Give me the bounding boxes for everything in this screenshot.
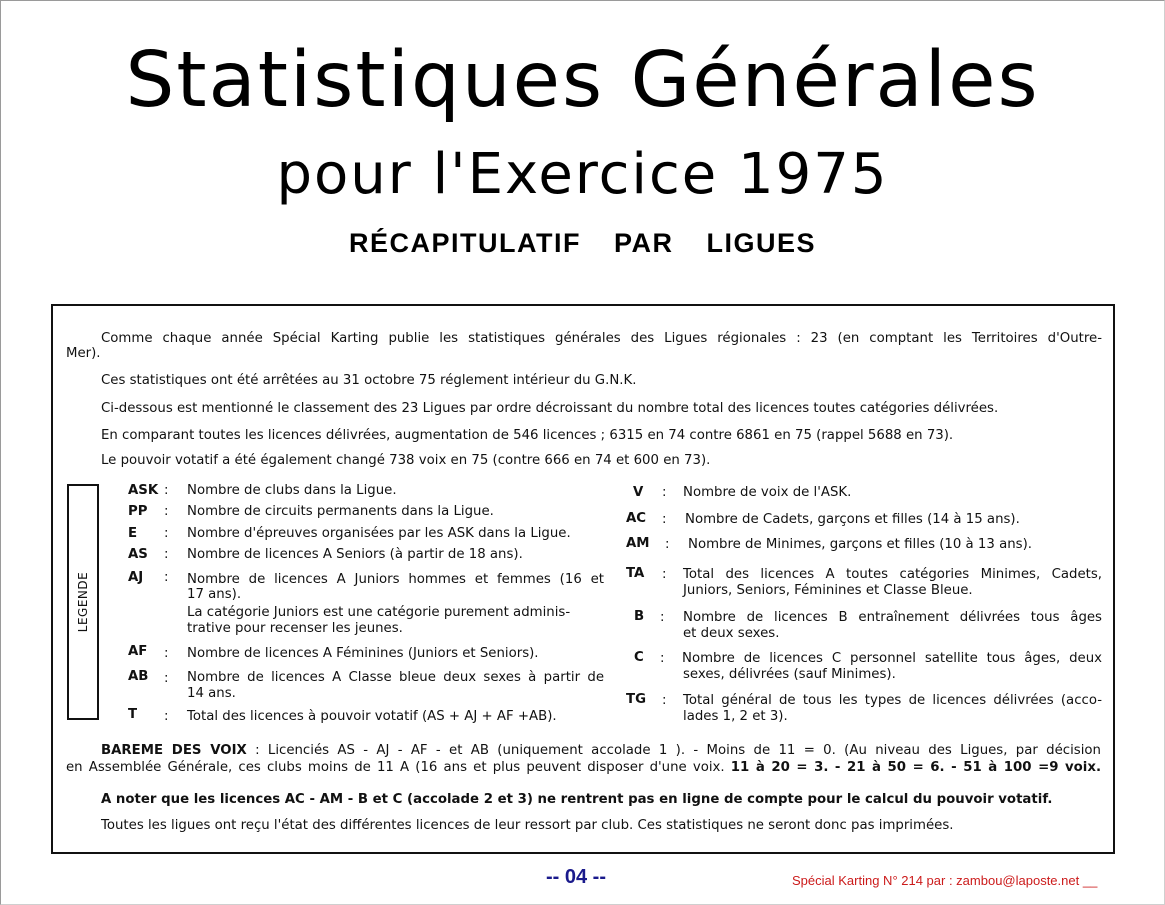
- legend-desc: Juniors, Seniors, Féminines et Classe Bleue.: [683, 583, 973, 598]
- legend-abbr: C: [634, 650, 644, 665]
- legend-desc: sexes, délivrées (sauf Minimes).: [683, 667, 896, 682]
- intro-paragraph-2: Ces statistiques ont été arrêtées au 31 octobre 75 réglement intérieur du G.N.K.: [101, 373, 637, 388]
- legend-desc: Nombre d'épreuves organisées par les ASK dans la Ligue.: [187, 526, 571, 541]
- page-title: Statistiques Générales: [125, 36, 1040, 125]
- legend-colon: :: [665, 537, 670, 552]
- legend-desc: Nombre de licences A Féminines (Juniors et Seniors).: [187, 646, 539, 661]
- legend-colon: :: [164, 709, 169, 724]
- legend-desc: trative pour recenser les jeunes.: [187, 621, 403, 636]
- legend-desc: Nombre de voix de l'ASK.: [683, 485, 852, 500]
- legend-abbr: E: [128, 526, 138, 541]
- legend-desc: 17 ans).: [187, 587, 242, 602]
- intro-paragraph-3: Ci-dessous est mentionné le classement des 23 Ligues par ordre décroissant du nombre total des licences toutes catégories délivrées.: [101, 401, 999, 416]
- closing-text: Toutes les ligues ont reçu l'état des différentes licences de leur ressort par club. Ces statistiques ne seront donc pas imprimées.: [101, 818, 954, 833]
- legend-colon: :: [662, 485, 667, 500]
- legend-abbr: PP: [128, 504, 148, 519]
- intro-paragraph-5: Le pouvoir votatif a été également changé 738 voix en 75 (contre 666 en 74 et 600 en 73).: [101, 453, 711, 468]
- legend-label: LEGENDE: [76, 571, 90, 633]
- intro-paragraph-1-line-2: Mer).: [66, 346, 101, 361]
- note-text: A noter que les licences AC - AM - B et C (accolade 2 et 3) ne rentrent pas en ligne de compte pour le calcul du pouvoir votatif.: [101, 792, 1053, 807]
- legend-abbr: AJ: [128, 570, 144, 585]
- bareme-text: : Licenciés AS - AJ - AF - et AB (uniquement accolade 1 ). - Moins de 11 = 0. (Au niveau des Ligues, par décision: [246, 743, 1101, 758]
- section-heading-word: PAR: [613, 228, 674, 258]
- legend-desc: Nombre de Minimes, garçons et filles (10 à 13 ans).: [688, 537, 1032, 552]
- legend-desc: Nombre de Cadets, garçons et filles (14 à 15 ans).: [685, 512, 1020, 527]
- legend-colon: :: [660, 610, 665, 625]
- legend-desc: Nombre de licences A Juniors hommes et femmes (16 et: [187, 572, 604, 587]
- legend-abbr: AS: [128, 547, 148, 562]
- legend-colon: :: [164, 570, 169, 585]
- legend-colon: :: [164, 646, 169, 661]
- bareme-line-2: [66, 760, 1101, 776]
- legend-colon: :: [662, 567, 667, 582]
- bareme-line-1: [101, 743, 1101, 759]
- legend-desc: Nombre de licences C personnel satellite tous âges, deux: [682, 651, 1102, 666]
- legend-desc: lades 1, 2 et 3).: [683, 709, 788, 724]
- legend-desc: Total des licences à pouvoir votatif (AS + AJ + AF +AB).: [187, 709, 557, 724]
- legend-abbr: TG: [626, 692, 646, 707]
- legend-desc: Total général de tous les types de licences délivrées (acco-: [683, 693, 1102, 708]
- intro-paragraph-4: En comparant toutes les licences délivrées, augmentation de 546 licences ; 6315 en 74 contre 6861 en 75 (rappel 5688 en 73).: [101, 428, 954, 443]
- legend-desc: Nombre de licences B entraînement délivrées tous âges: [683, 610, 1102, 625]
- legend-desc: et deux sexes.: [683, 626, 780, 641]
- legend-colon: :: [164, 483, 169, 498]
- bareme-text: en Assemblée Générale, ces clubs moins de 11 A (16 ans et plus peuvent disposer d'une voix.: [66, 760, 731, 775]
- legend-abbr: AB: [128, 669, 149, 684]
- legend-abbr: AF: [128, 644, 148, 659]
- legend-abbr: AC: [626, 511, 647, 526]
- legend-desc: Nombre de clubs dans la Ligue.: [187, 483, 397, 498]
- legend-abbr: V: [633, 485, 644, 500]
- legend-abbr: TA: [626, 566, 645, 581]
- legend-abbr: B: [634, 609, 645, 624]
- legend-colon: :: [164, 504, 169, 519]
- legend-colon: :: [164, 526, 169, 541]
- legend-desc: Nombre de circuits permanents dans la Ligue.: [187, 504, 494, 519]
- legend-desc: 14 ans.: [187, 686, 236, 701]
- legend-desc: Nombre de licences A Classe bleue deux sexes à partir de: [187, 670, 604, 685]
- legend-colon: :: [662, 512, 667, 527]
- page-subtitle: pour l'Exercice 1975: [276, 142, 889, 207]
- legend-abbr: ASK: [128, 483, 159, 498]
- page-number: -- 04 --: [546, 866, 606, 888]
- legend-colon: :: [660, 651, 665, 666]
- legend-desc: La catégorie Juniors est une catégorie purement adminis-: [187, 605, 571, 620]
- legend-abbr: AM: [626, 536, 650, 551]
- legend-abbr: T: [128, 707, 138, 722]
- legend-colon: :: [164, 547, 169, 562]
- bareme-label: BAREME DES VOIX: [101, 743, 247, 758]
- bareme-scale: 11 à 20 = 3. - 21 à 50 = 6. - 51 à 100 =9 voix.: [730, 760, 1101, 775]
- legend-desc: Total des licences A toutes catégories Minimes, Cadets,: [683, 567, 1102, 582]
- footer-credit: Spécial Karting N° 214 par : zambou@laposte.net __: [792, 873, 1098, 888]
- section-heading: [0, 228, 1165, 259]
- legend-colon: :: [164, 671, 169, 686]
- section-heading-word: RÉCAPITULATIF: [348, 228, 581, 258]
- legend-desc: Nombre de licences A Seniors (à partir de 18 ans).: [187, 547, 523, 562]
- section-heading-word: LIGUES: [706, 228, 817, 258]
- intro-paragraph-1-line-1: Comme chaque année Spécial Karting publie les statistiques générales des Ligues régionales : 23 (en comptant les Territoires d'Outre-: [101, 331, 1102, 346]
- legend-colon: :: [662, 693, 667, 708]
